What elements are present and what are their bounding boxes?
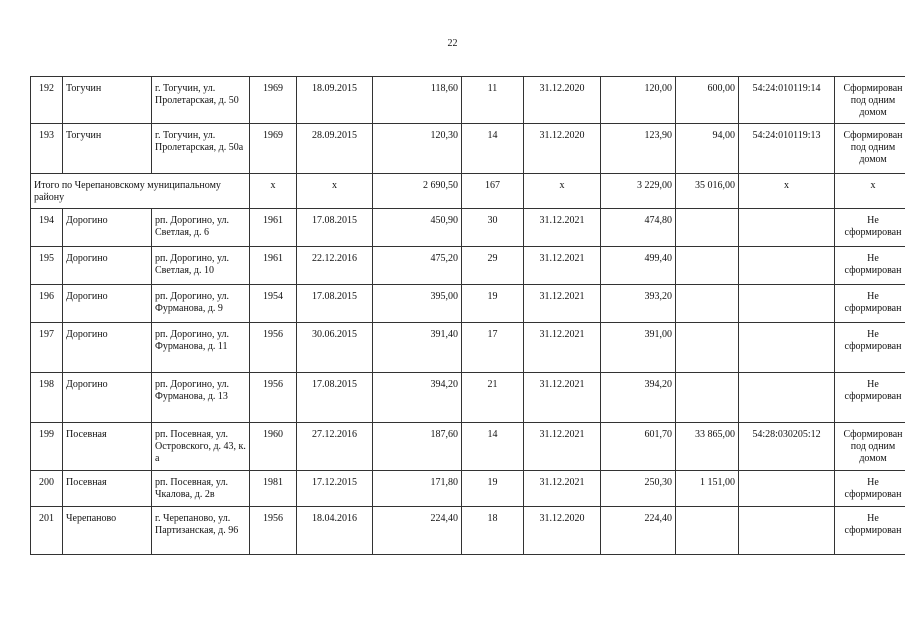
row-number: 200 [31,471,63,507]
table-row [31,471,905,507]
locality-cell: Посевная [63,471,152,507]
address-cell: рп. Дорогино, ул. Фурманова, д. 13 [152,373,250,423]
deadline-cell: 31.12.2021 [524,285,601,323]
land-area-cell [676,373,739,423]
residents-cell: 14 [462,423,524,471]
date-cell: 17.08.2015 [297,373,373,423]
row-number: 197 [31,323,63,373]
row-number: 196 [31,285,63,323]
area-cell: 187,60 [373,423,462,471]
table-row [31,507,905,555]
locality-cell: Черепаново [63,507,152,555]
cadastral-cell [739,323,835,373]
table-row [31,77,905,124]
status-cell: x [835,174,905,209]
land-area-cell: 35 016,00 [676,174,739,209]
table-row [31,423,905,471]
deadline-cell: 31.12.2021 [524,323,601,373]
cadastral-cell: 54:28:030205:12 [739,423,835,471]
deadline-cell: 31.12.2021 [524,423,601,471]
cadastral-cell [739,209,835,247]
area-cell: 2 690,50 [373,174,462,209]
year-cell: 1961 [250,209,297,247]
address-cell: рп. Дорогино, ул. Фурманова, д. 11 [152,323,250,373]
date-cell: 28.09.2015 [297,124,373,174]
date-cell: x [297,174,373,209]
area2-cell: 601,70 [601,423,676,471]
land-area-cell: 33 865,00 [676,423,739,471]
row-number: 199 [31,423,63,471]
deadline-cell: 31.12.2021 [524,209,601,247]
subtotal-label: Итого по Черепановскому муниципальному району [31,174,250,209]
residents-cell: 19 [462,471,524,507]
cadastral-cell [739,373,835,423]
land-area-cell [676,323,739,373]
deadline-cell: 31.12.2020 [524,124,601,174]
status-cell: Сформирован под одним домом [835,423,905,471]
area-cell: 391,40 [373,323,462,373]
year-cell: 1956 [250,373,297,423]
deadline-cell: 31.12.2021 [524,247,601,285]
address-cell: рп. Дорогино, ул. Фурманова, д. 9 [152,285,250,323]
table-row [31,323,905,373]
status-cell: Не сформирован [835,247,905,285]
residents-cell: 11 [462,77,524,124]
address-cell: рп. Посевная, ул. Островского, д. 43, к. а [152,423,250,471]
land-area-cell [676,247,739,285]
date-cell: 18.04.2016 [297,507,373,555]
year-cell: x [250,174,297,209]
area2-cell: 391,00 [601,323,676,373]
area-cell: 394,20 [373,373,462,423]
area-cell: 120,30 [373,124,462,174]
status-cell: Не сформирован [835,471,905,507]
land-area-cell: 1 151,00 [676,471,739,507]
deadline-cell: 31.12.2020 [524,77,601,124]
cadastral-cell [739,247,835,285]
date-cell: 17.08.2015 [297,285,373,323]
year-cell: 1981 [250,471,297,507]
residents-cell: 29 [462,247,524,285]
locality-cell: Дорогино [63,247,152,285]
locality-cell: Дорогино [63,373,152,423]
subtotal-row [31,174,905,209]
area-cell: 118,60 [373,77,462,124]
deadline-cell: x [524,174,601,209]
land-area-cell: 94,00 [676,124,739,174]
table-row [31,285,905,323]
status-cell: Не сформирован [835,285,905,323]
address-cell: рп. Дорогино, ул. Светлая, д. 10 [152,247,250,285]
locality-cell: Тогучин [63,124,152,174]
locality-cell: Дорогино [63,209,152,247]
status-cell: Не сформирован [835,373,905,423]
row-number: 192 [31,77,63,124]
housing-registry-table [30,76,905,555]
deadline-cell: 31.12.2021 [524,471,601,507]
cadastral-cell [739,507,835,555]
status-cell: Не сформирован [835,507,905,555]
area2-cell: 250,30 [601,471,676,507]
status-cell: Сформирован под одним домом [835,124,905,174]
area-cell: 224,40 [373,507,462,555]
deadline-cell: 31.12.2021 [524,373,601,423]
row-number: 194 [31,209,63,247]
residents-cell: 21 [462,373,524,423]
table-row [31,247,905,285]
area-cell: 450,90 [373,209,462,247]
status-cell: Не сформирован [835,323,905,373]
area2-cell: 123,90 [601,124,676,174]
land-area-cell [676,507,739,555]
row-number: 195 [31,247,63,285]
residents-cell: 167 [462,174,524,209]
date-cell: 17.08.2015 [297,209,373,247]
area2-cell: 3 229,00 [601,174,676,209]
area2-cell: 224,40 [601,507,676,555]
area-cell: 475,20 [373,247,462,285]
year-cell: 1969 [250,77,297,124]
cadastral-cell: x [739,174,835,209]
row-number: 201 [31,507,63,555]
year-cell: 1954 [250,285,297,323]
residents-cell: 19 [462,285,524,323]
area-cell: 171,80 [373,471,462,507]
page-number: 22 [447,38,458,49]
area2-cell: 394,20 [601,373,676,423]
residents-cell: 30 [462,209,524,247]
cadastral-cell [739,285,835,323]
land-area-cell: 600,00 [676,77,739,124]
land-area-cell [676,209,739,247]
area2-cell: 120,00 [601,77,676,124]
locality-cell: Посевная [63,423,152,471]
address-cell: г. Тогучин, ул. Пролетарская, д. 50а [152,124,250,174]
residents-cell: 14 [462,124,524,174]
year-cell: 1956 [250,507,297,555]
address-cell: рп. Дорогино, ул. Светлая, д. 6 [152,209,250,247]
address-cell: рп. Посевная, ул. Чкалова, д. 2в [152,471,250,507]
year-cell: 1956 [250,323,297,373]
area2-cell: 499,40 [601,247,676,285]
cadastral-cell: 54:24:010119:14 [739,77,835,124]
address-cell: г. Черепаново, ул. Партизанская, д. 96 [152,507,250,555]
year-cell: 1961 [250,247,297,285]
residents-cell: 18 [462,507,524,555]
date-cell: 27.12.2016 [297,423,373,471]
deadline-cell: 31.12.2020 [524,507,601,555]
cadastral-cell: 54:24:010119:13 [739,124,835,174]
area-cell: 395,00 [373,285,462,323]
date-cell: 17.12.2015 [297,471,373,507]
date-cell: 18.09.2015 [297,77,373,124]
address-cell: г. Тогучин, ул. Пролетарская, д. 50 [152,77,250,124]
cadastral-cell [739,471,835,507]
area2-cell: 393,20 [601,285,676,323]
locality-cell: Дорогино [63,323,152,373]
year-cell: 1960 [250,423,297,471]
land-area-cell [676,285,739,323]
status-cell: Не сформирован [835,209,905,247]
table-row [31,373,905,423]
status-cell: Сформирован под одним домом [835,77,905,124]
row-number: 193 [31,124,63,174]
table-row [31,124,905,174]
table-row [31,209,905,247]
locality-cell: Дорогино [63,285,152,323]
area2-cell: 474,80 [601,209,676,247]
date-cell: 22.12.2016 [297,247,373,285]
residents-cell: 17 [462,323,524,373]
locality-cell: Тогучин [63,77,152,124]
date-cell: 30.06.2015 [297,323,373,373]
row-number: 198 [31,373,63,423]
year-cell: 1969 [250,124,297,174]
